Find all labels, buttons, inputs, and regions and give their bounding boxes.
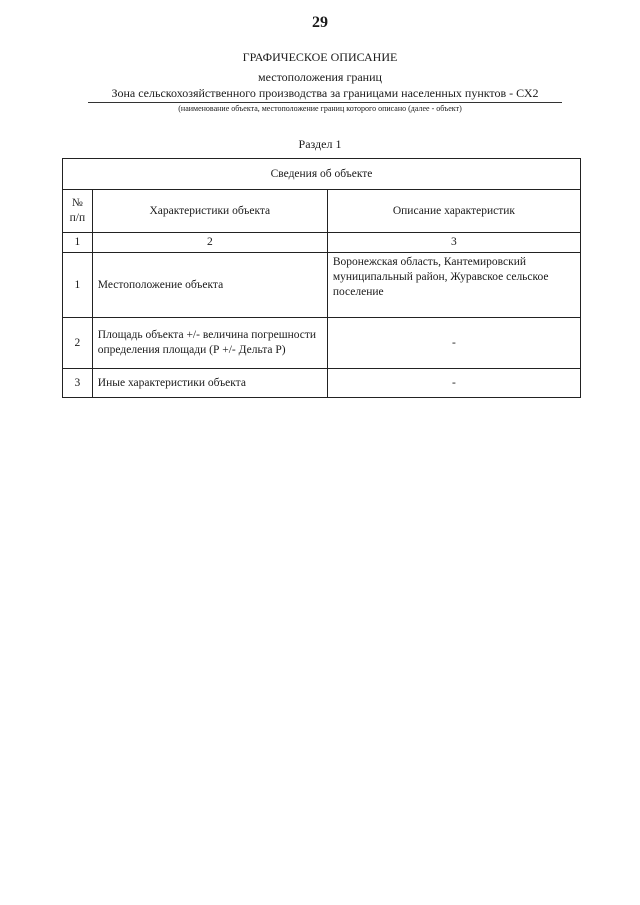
row-number: 1: [63, 253, 93, 318]
object-name: Зона сельскохозяйственного производства за границами населенных пунктов - СХ2: [88, 86, 562, 103]
column-number: 1: [63, 233, 93, 253]
object-name-caption: (наименование объекта, местоположение границ которого описано (далее - объект): [178, 104, 462, 113]
section-title: Раздел 1: [298, 137, 342, 151]
column-number-row: [63, 233, 581, 253]
column-number: 3: [327, 233, 580, 253]
table-row: [63, 318, 581, 369]
page-number: 29: [312, 14, 328, 31]
row-description: Воронежская область, Кантемировский муниципальный район, Журавское сельское поселение: [327, 253, 580, 318]
column-number: 2: [92, 233, 327, 253]
row-characteristic: Иные характеристики объекта: [92, 369, 327, 398]
row-description: -: [327, 369, 580, 398]
column-header-description: Описание характеристик: [327, 190, 580, 233]
object-info-table: [62, 158, 581, 398]
table-caption: Сведения об объекте: [63, 159, 581, 190]
table-row: [63, 253, 581, 318]
row-characteristic: Местоположение объекта: [92, 253, 327, 318]
row-number: 2: [63, 318, 93, 369]
table-header-row: [63, 190, 581, 233]
document-subtitle: местоположения границ: [258, 70, 382, 84]
row-characteristic: Площадь объекта +/- величина погрешности определения площади (Р +/- Дельта Р): [92, 318, 327, 369]
table-caption-row: [63, 159, 581, 190]
table-row: [63, 369, 581, 398]
row-description: -: [327, 318, 580, 369]
column-header-characteristic: Характеристики объекта: [92, 190, 327, 233]
column-header-number: № п/п: [63, 190, 93, 233]
document-title: ГРАФИЧЕСКОЕ ОПИСАНИЕ: [242, 50, 398, 64]
row-number: 3: [63, 369, 93, 398]
